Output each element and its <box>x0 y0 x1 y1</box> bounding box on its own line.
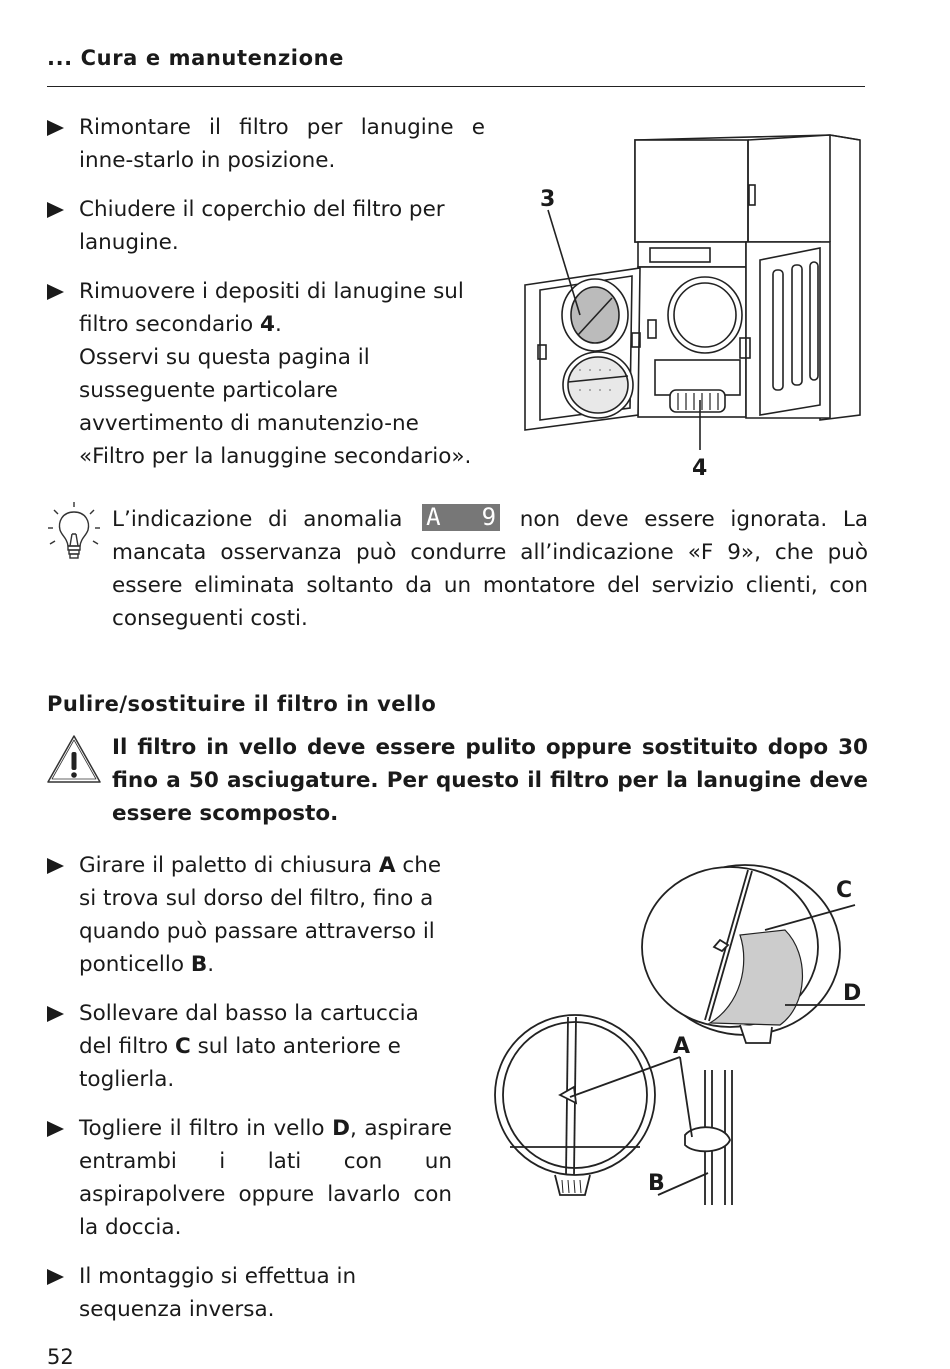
bullet-text: . <box>274 312 282 337</box>
warning-text: Il filtro in vello deve essere pulito oppure sostituito dopo 30 fino a 50 asciugature. Per questo il filtro per la lanugine deve essere scomposto. <box>112 735 868 826</box>
note-text-before: L’indicazione di anomalia <box>112 507 403 532</box>
bullet-text: , aspirare entrambi i lati con un aspirapolvere oppure lavarlo con la doccia. <box>79 1116 452 1240</box>
callout-label-a: A <box>673 1034 691 1059</box>
bullet-arrow-icon <box>47 858 64 874</box>
bullet-extra-text: Osservi su questa pagina il susseguente particolare avvertimento di manutenzio-ne «Filtro per la lanuggine secondario». <box>79 345 472 469</box>
bullet-item <box>47 997 452 1096</box>
bullet-text: sul lato anteriore e toglierla. <box>79 1034 401 1092</box>
bullet-text: Sollevare dal basso la cartuccia del filtro <box>79 1001 419 1059</box>
bullet-item <box>47 275 485 473</box>
bullet-item <box>47 111 485 177</box>
bullet-item <box>47 849 452 981</box>
bullet-text: Rimontare il filtro per lanugine e inne-starlo in posizione. <box>79 115 485 173</box>
error-display-left: A <box>426 503 441 531</box>
section-title: Pulire/sostituire il filtro in vello <box>47 692 437 716</box>
error-display-right: 9 <box>481 503 497 531</box>
callout-label-3: 3 <box>540 187 556 212</box>
bullet-arrow-icon <box>47 120 64 136</box>
bullet-text: Rimuovere i depositi di lanugine sul filtro secondario <box>79 279 464 337</box>
bullet-bold-ref: D <box>332 1116 350 1141</box>
section2-bullets <box>47 849 452 1342</box>
bullet-bold-ref: A <box>378 853 396 878</box>
bullet-arrow-icon <box>47 202 64 218</box>
note-text-after: non deve essere ignorata. La mancata osservanza può condurre all’indicazione «F 9», che può essere eliminata soltanto da un montatore del servizio clienti, con conseguenti costi. <box>112 507 868 631</box>
bullet-text: che si trova sul dorso del filtro, fino a quando può passare attraverso il ponticello <box>79 853 442 977</box>
error-display-badge <box>422 504 500 531</box>
bullet-bold-ref: C <box>174 1034 191 1059</box>
dryer-illustration <box>520 130 870 490</box>
warning-triangle-icon <box>44 730 104 790</box>
callout-label-4: 4 <box>692 456 708 481</box>
page-header <box>47 46 865 87</box>
bullet-item <box>47 1112 452 1244</box>
bullet-item <box>47 193 485 259</box>
bullet-bold-ref: 4 <box>259 312 275 337</box>
bullet-text: Togliere il filtro in vello <box>79 1116 333 1141</box>
bullet-text: Chiudere il coperchio del filtro per lanugine. <box>79 197 445 255</box>
bullet-text: . <box>207 952 215 977</box>
bullet-arrow-icon <box>47 1269 64 1285</box>
header-title: ... Cura e manutenzione <box>47 46 345 70</box>
section1-bullets <box>47 111 485 489</box>
bullet-text: Il montaggio si effettua in sequenza inversa. <box>79 1264 357 1322</box>
bullet-arrow-icon <box>47 1121 64 1137</box>
callout-label-c: C <box>836 878 853 903</box>
callout-label-d: D <box>843 981 862 1006</box>
note-text <box>112 503 868 635</box>
page-number: 52 <box>47 1345 74 1369</box>
callout-label-b: B <box>648 1171 665 1196</box>
bullet-text: Girare il paletto di chiusura <box>79 853 379 878</box>
lightbulb-icon <box>44 500 104 570</box>
bullet-arrow-icon <box>47 1006 64 1022</box>
bullet-item <box>47 1260 452 1326</box>
filter-illustration <box>490 855 870 1215</box>
bullet-bold-ref: B <box>190 952 208 977</box>
bullet-arrow-icon <box>47 284 64 300</box>
